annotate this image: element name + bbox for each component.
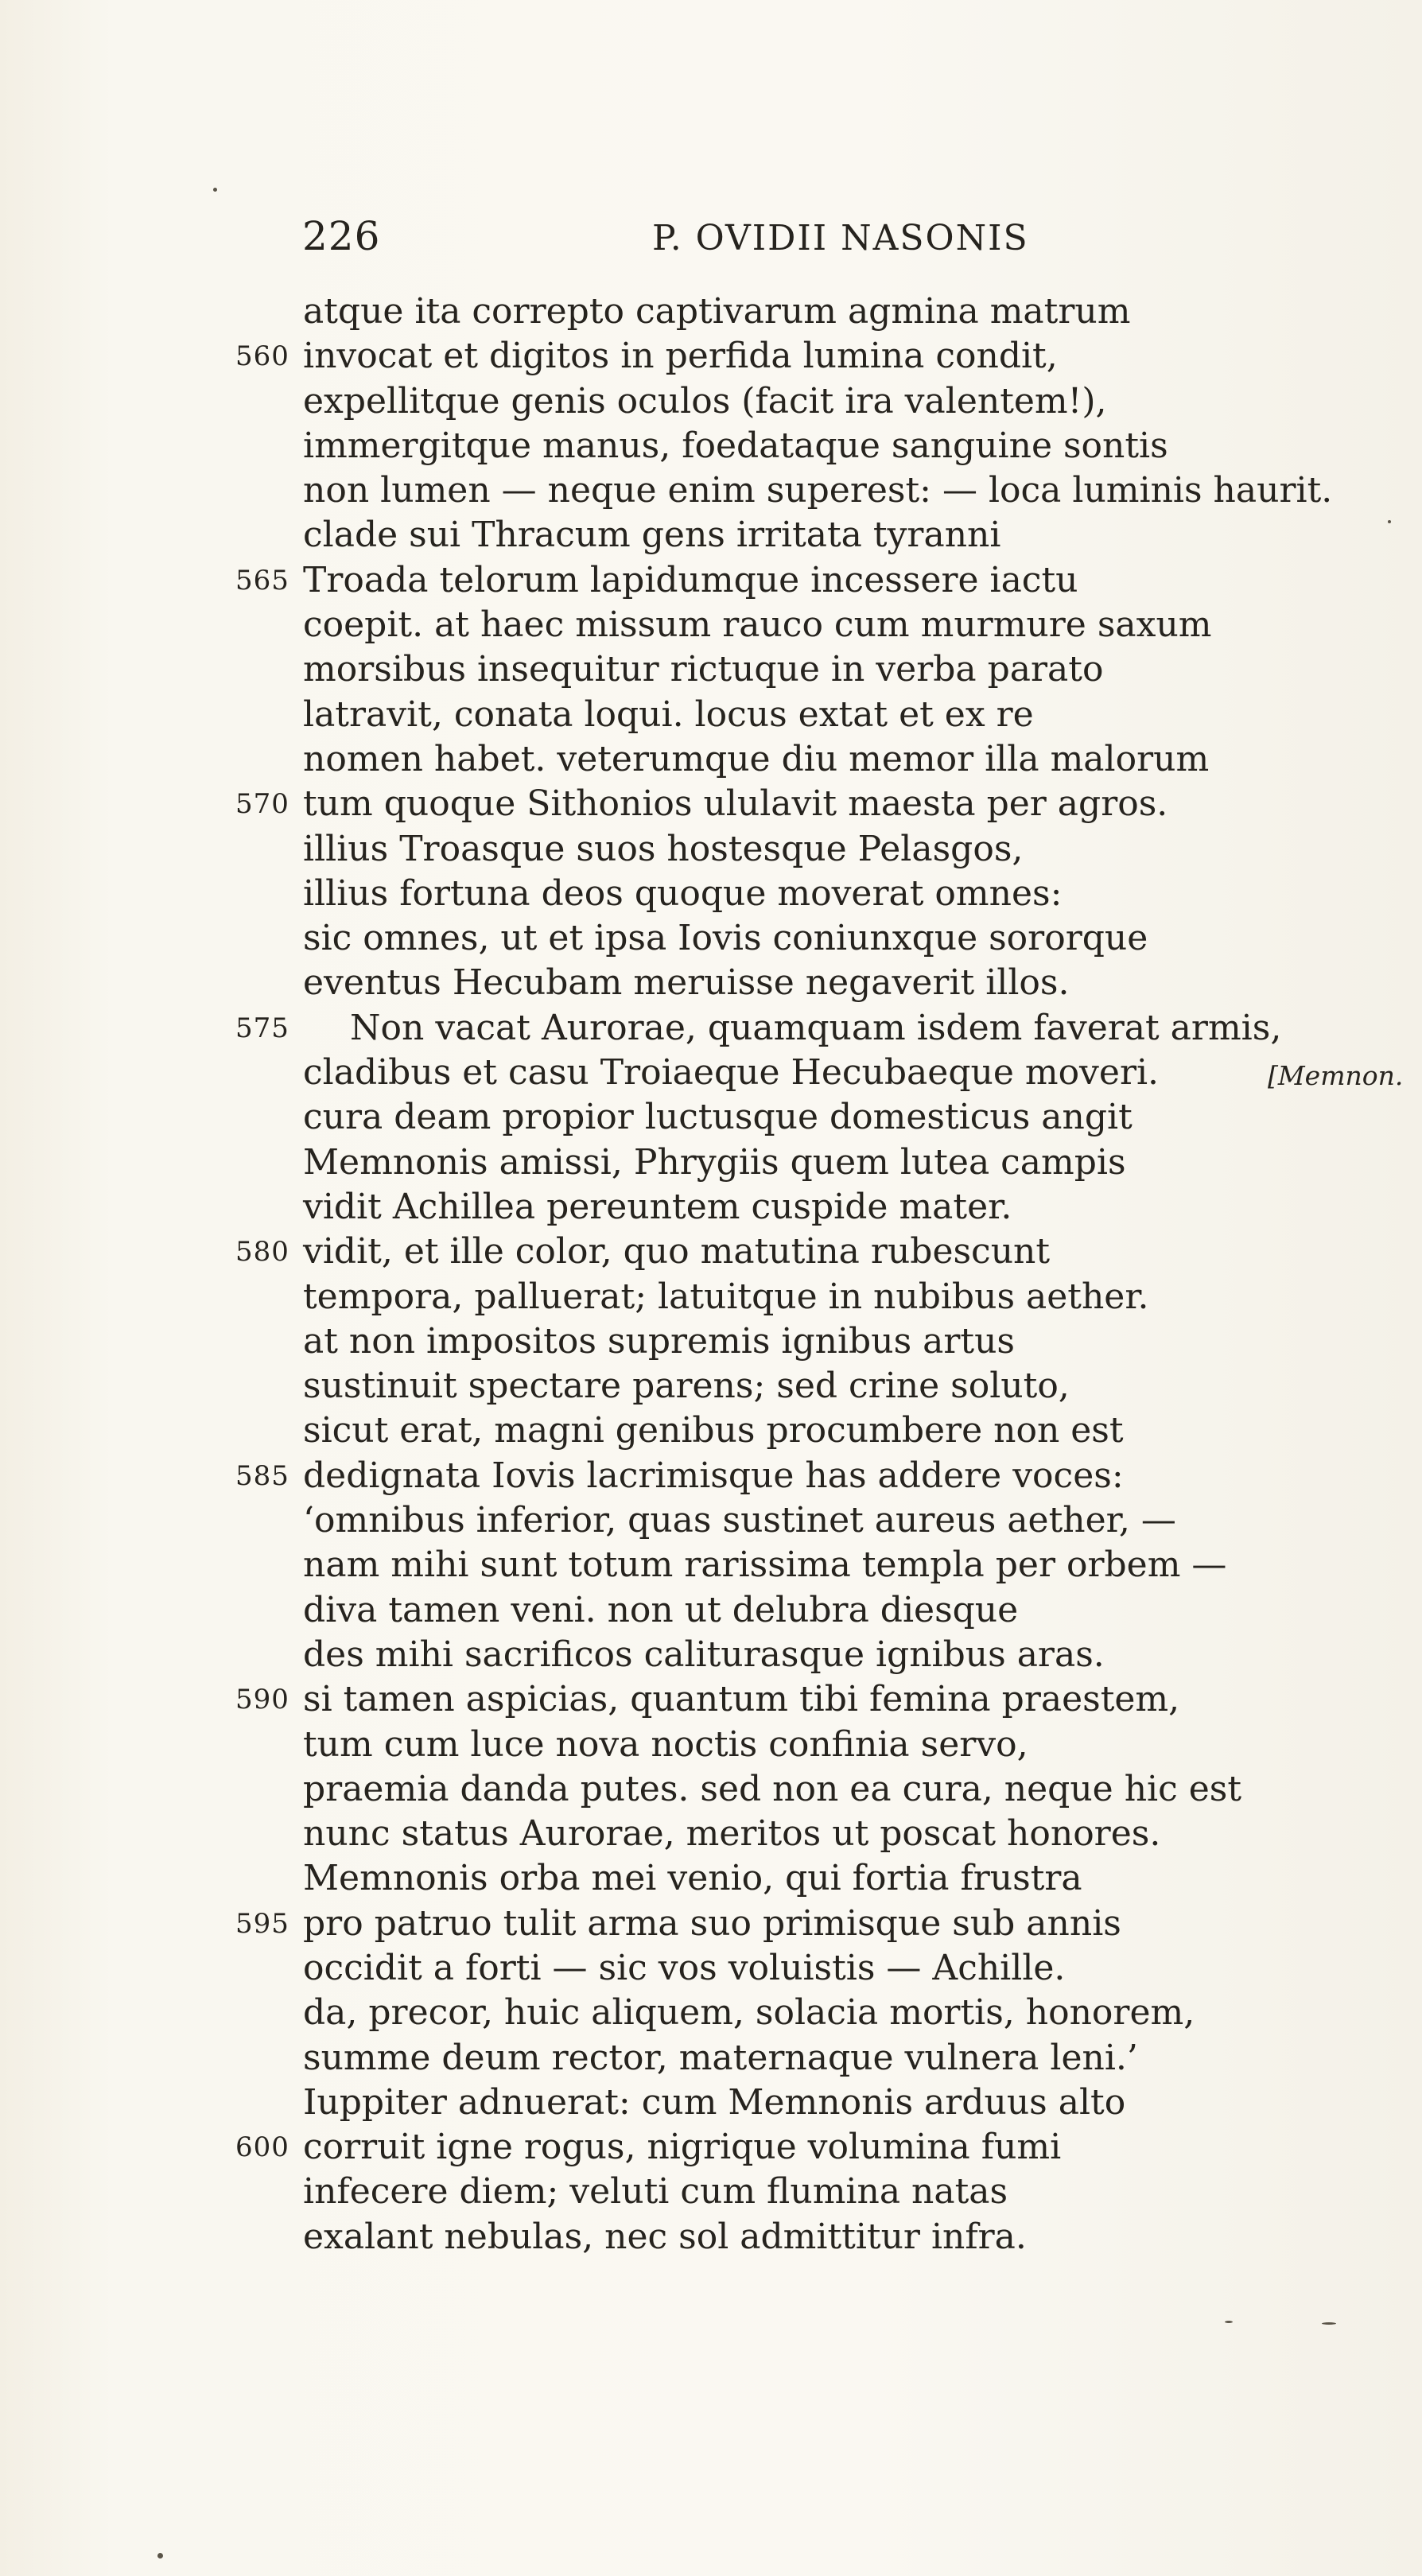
verse-line [0, 2036, 1422, 2081]
verse-text-line: cladibus et casu Troiaeque Hecubaeque moveri. [303, 1052, 1160, 1094]
verse-text-line: nomen habet. veterumque diu memor illa malorum [303, 738, 1210, 779]
verse-text-line: nunc status Aurorae, meritos ut poscat honores. [303, 1813, 1161, 1855]
verse-text-line: invocat et digitos in perfida lumina condit, [303, 336, 1058, 377]
verse-line [0, 424, 1422, 468]
verse-text-line: illius Troasque suos hostesque Pelasgos, [303, 828, 1024, 869]
running-title: P. OVIDII NASONIS [652, 218, 1029, 258]
verse-line [0, 379, 1422, 424]
verse-line [0, 1633, 1422, 1677]
verse-text-line: pro patruo tulit arma suo primisque sub annis [303, 1902, 1121, 1944]
page-header [302, 213, 1336, 269]
verse-line [0, 1767, 1422, 1812]
line-number: 595 [235, 1907, 289, 1940]
speck-mark [1322, 2322, 1336, 2325]
verse-line [0, 1140, 1422, 1185]
verse-text-line: illius fortuna deos quoque moverat omnes: [303, 872, 1063, 914]
verse-text-line: latravit, conata loqui. locus extat et ex re [303, 694, 1034, 735]
verse-line [0, 827, 1422, 872]
verse-line [0, 468, 1422, 513]
verse-text-line: ‘omnibus inferior, quas sustinet aureus aether, — [303, 1500, 1176, 1541]
line-number: 565 [235, 564, 289, 596]
verse-text-line: des mihi sacrificos caliturasque ignibus aras. [303, 1634, 1105, 1675]
verse-text-line: sustinuit spectare parens; sed crine soluto, [303, 1366, 1070, 1407]
verse-line [0, 2215, 1422, 2259]
verse-line [0, 1723, 1422, 1767]
speck-mark [1225, 2321, 1233, 2323]
verse-line [0, 1364, 1422, 1408]
verse-text-line: non lumen — neque enim superest: — loca luminis haurit. [303, 470, 1333, 511]
verse-text-line: vidit, et ille color, quo matutina rubescunt [303, 1231, 1051, 1272]
verse-line [0, 1812, 1422, 1856]
verse-line [0, 961, 1422, 1005]
verse-line [0, 693, 1422, 737]
line-number: 570 [235, 788, 289, 821]
verse-text-line: tum cum luce nova noctis confinia servo, [303, 1723, 1028, 1765]
line-number: 560 [235, 340, 289, 373]
verse-text-line: clade sui Thracum gens irritata tyranni [303, 515, 1001, 556]
verse-line [0, 558, 1422, 603]
line-number: 600 [235, 2131, 289, 2164]
verse-text-line: infecere diem; veluti cum flumina natas [303, 2171, 1008, 2213]
verse-line [0, 334, 1422, 379]
speck-mark [1388, 520, 1391, 523]
line-number: 585 [235, 1459, 289, 1492]
line-number: 590 [235, 1684, 289, 1716]
verse-text-line: tum quoque Sithonios ululavit maesta per agros. [303, 783, 1168, 825]
verse-line [0, 1991, 1422, 2035]
verse-line [0, 1498, 1422, 1543]
verse-line [0, 916, 1422, 961]
verse-text-line: praemia danda putes. sed non ea cura, neque hic est [303, 1768, 1242, 1809]
verse-text-line: sic omnes, ut et ipsa Iovis coniunxque sororque [303, 918, 1148, 959]
verse-line [0, 289, 1422, 334]
verse-text-line: summe deum rector, maternaque vulnera leni.’ [303, 2037, 1138, 2078]
verse-line [0, 1588, 1422, 1633]
line-number: 580 [235, 1236, 289, 1269]
verse-line [0, 2170, 1422, 2214]
verse-text-line: Troada telorum lapidumque incessere iactu [303, 559, 1078, 600]
verse-line [0, 1185, 1422, 1230]
page-number: 226 [302, 213, 381, 259]
verse-line [0, 647, 1422, 692]
verse-line [0, 2081, 1422, 2125]
verse-line [0, 1051, 1422, 1095]
verse-line [0, 1677, 1422, 1722]
verse-text-line: dedignata Iovis lacrimisque has addere voces: [303, 1455, 1124, 1496]
verse-line [0, 1902, 1422, 1946]
verse-text-line: da, precor, huic aliquem, solacia mortis, honorem, [303, 1992, 1195, 2034]
verse-line [0, 872, 1422, 916]
verse-line [0, 2125, 1422, 2170]
verse-text-line: Memnonis amissi, Phrygiis quem lutea campis [303, 1141, 1126, 1183]
verse-text-line: sicut erat, magni genibus procumbere non est [303, 1410, 1124, 1451]
verse-line [0, 1095, 1422, 1140]
verse-text-line: immergitque manus, foedataque sanguine sontis [303, 425, 1168, 466]
verse-text-line: Iuppiter adnuerat: cum Memnonis arduus alto [303, 2081, 1126, 2123]
verse-text-line: morsibus insequitur rictuque in verba parato [303, 649, 1104, 690]
verse-line [0, 1543, 1422, 1587]
verse-line [0, 513, 1422, 558]
verse-text-line: exalant nebulas, nec sol admittitur infra. [303, 2216, 1027, 2257]
verse-line [0, 1275, 1422, 1319]
verse-text-line: Memnonis orba mei venio, qui fortia frustra [303, 1858, 1082, 1899]
verse-text-line: eventus Hecubam meruisse negaverit illos. [303, 962, 1070, 1004]
verse-text-line: cura deam propior luctusque domesticus angit [303, 1097, 1133, 1138]
verse-line [0, 1946, 1422, 1991]
verse-text-line: at non impositos supremis ignibus artus [303, 1320, 1015, 1362]
verse-line [0, 782, 1422, 826]
verse-text-line: tempora, palluerat; latuitque in nubibus aether. [303, 1276, 1149, 1317]
verse-line [0, 1319, 1422, 1364]
verse-line [0, 1006, 1422, 1051]
verse-text-line: expellitque genis oculos (facit ira valentem!), [303, 380, 1107, 422]
line-number: 575 [235, 1012, 289, 1044]
verse-text-line: atque ita correpto captivarum agmina matrum [303, 291, 1131, 332]
verse-text-line: vidit Achillea pereuntem cuspide mater. [303, 1186, 1012, 1227]
verse-line [0, 1454, 1422, 1498]
speck-mark [213, 188, 217, 192]
verse-text [0, 289, 1422, 2259]
verse-line [0, 1408, 1422, 1453]
verse-text-line: corruit igne rogus, nigrique volumina fumi [303, 2127, 1062, 2168]
verse-text-line: occidit a forti — sic vos voluistis — Achille. [303, 1947, 1066, 1988]
verse-text-line: si tamen aspicias, quantum tibi femina praestem, [303, 1679, 1180, 1720]
verse-text-line: coepit. at haec missum rauco cum murmure saxum [303, 604, 1212, 646]
verse-line [0, 737, 1422, 782]
verse-line [0, 1230, 1422, 1274]
speck-mark [157, 2553, 163, 2559]
verse-text-line: diva tamen veni. non ut delubra diesque [303, 1589, 1019, 1630]
margin-note: [Memnon. [1268, 1060, 1404, 1092]
verse-line [0, 603, 1422, 647]
verse-line [0, 1856, 1422, 1901]
verse-text-line: nam mihi sunt totum rarissima templa per orbem — [303, 1544, 1227, 1586]
verse-text-line: Non vacat Aurorae, quamquam isdem faverat armis, [350, 1007, 1282, 1048]
